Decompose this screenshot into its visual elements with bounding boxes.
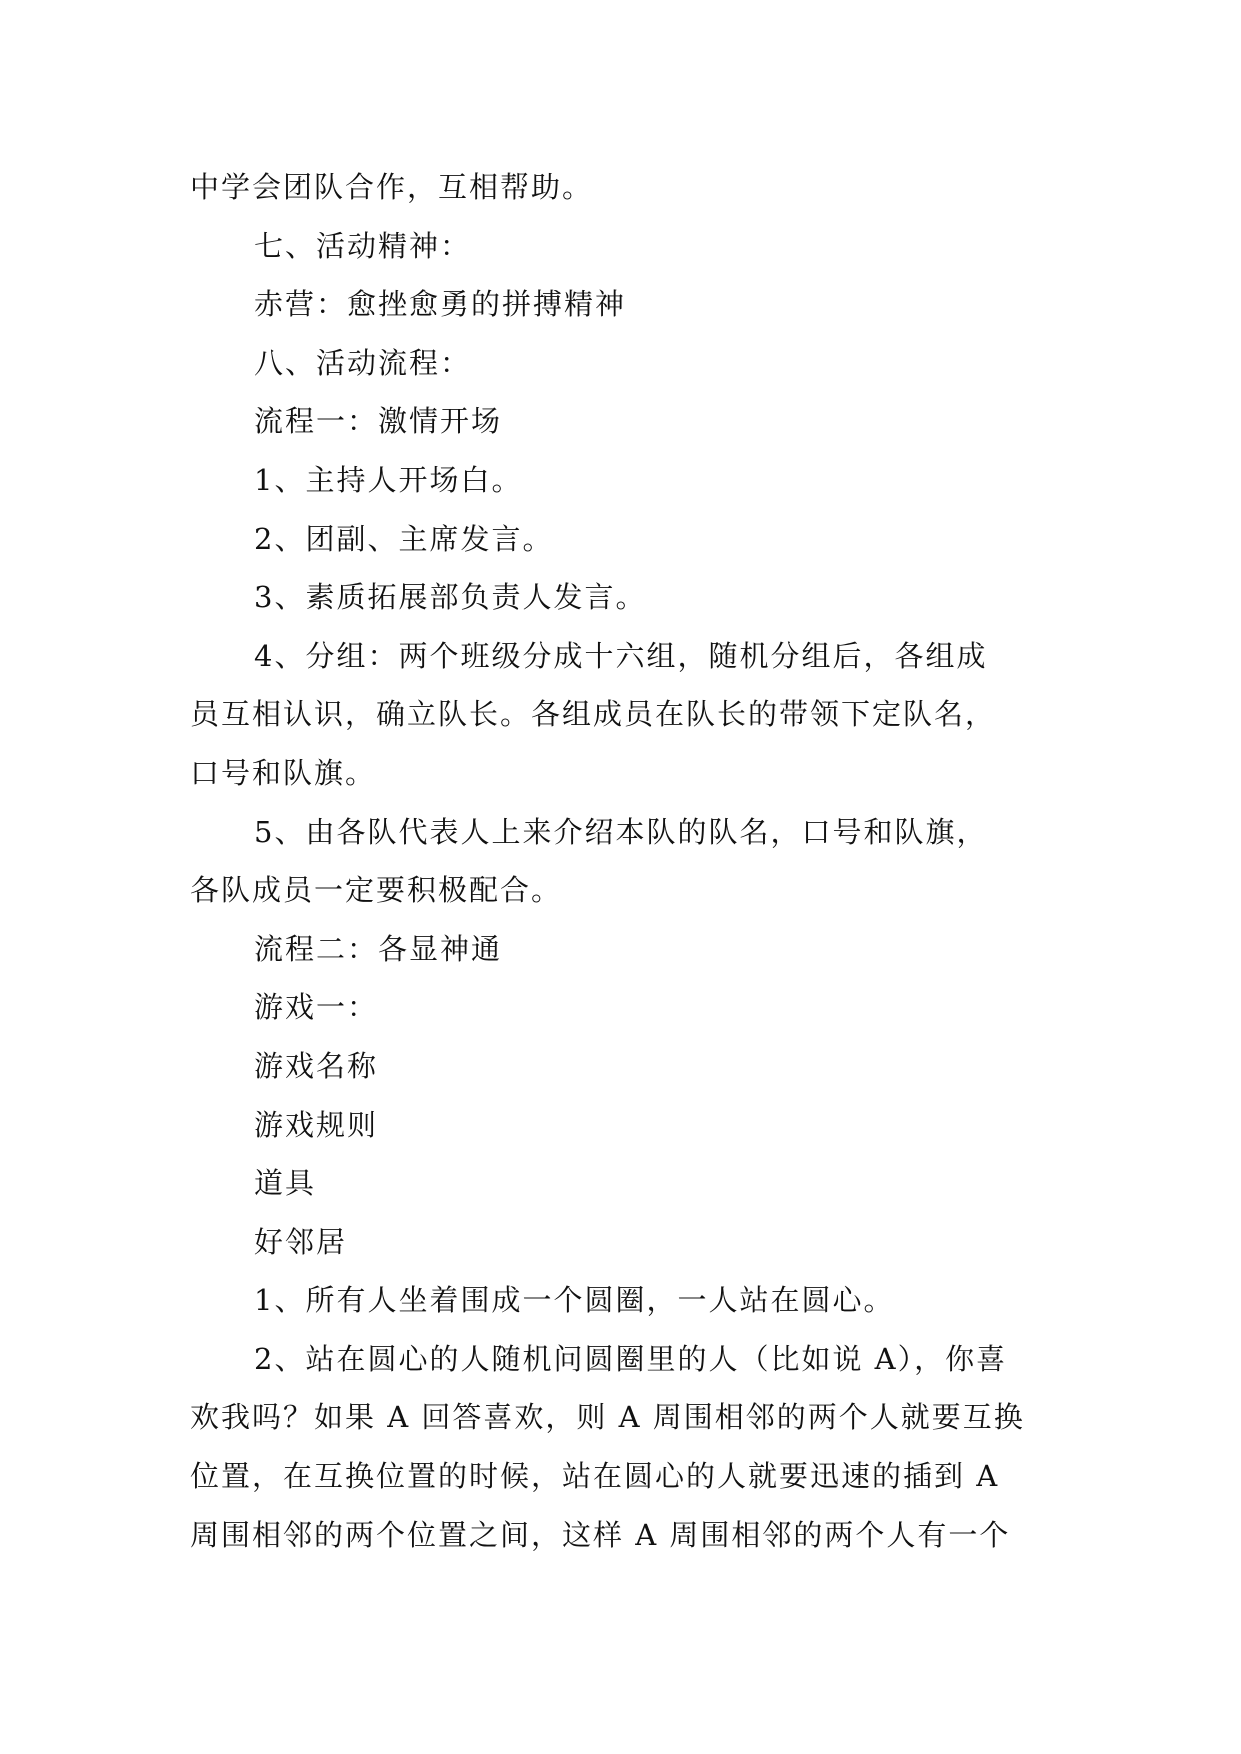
body-line: 游戏一： xyxy=(254,990,379,1025)
body-line: 中学会团队合作，互相帮助。 xyxy=(190,170,594,204)
body-line: 员互相认识，确立队长。各组成员在队长的带领下定队名， xyxy=(190,697,997,732)
body-line: 欢我吗？如果 A 回答喜欢，则 A 周围相邻的两个人就要互换 xyxy=(190,1400,1025,1435)
list-item: 1、主持人开场白。 xyxy=(254,462,523,497)
list-item: 4、分组：两个班级分成十六组，随机分组后，各组成 xyxy=(254,638,988,673)
body-line: 游戏名称 xyxy=(254,1048,379,1083)
list-item: 3、素质拓展部负责人发言。 xyxy=(254,580,647,615)
subsection-heading: 流程一：激情开场 xyxy=(254,404,503,439)
list-item: 1、所有人坐着围成一个圆圈，一人站在圆心。 xyxy=(254,1283,895,1318)
body-line: 好邻居 xyxy=(254,1224,348,1259)
section-heading-activity-spirit: 七、活动精神： xyxy=(254,228,472,263)
body-line: 游戏规则 xyxy=(254,1107,379,1142)
body-line: 位置，在互换位置的时候，站在圆心的人就要迅速的插到 A xyxy=(190,1459,1000,1494)
body-line: 各队成员一定要积极配合。 xyxy=(190,873,563,908)
body-line: 周围相邻的两个位置之间，这样 A 周围相邻的两个人有一个 xyxy=(190,1517,1011,1552)
body-line: 赤营：愈挫愈勇的拼搏精神 xyxy=(254,287,627,322)
list-item: 2、站在圆心的人随机问圆圈里的人（比如说 A），你喜 xyxy=(254,1341,1008,1376)
section-heading-activity-process: 八、活动流程： xyxy=(254,345,472,380)
body-line: 道具 xyxy=(254,1166,317,1201)
body-line: 口号和队旗。 xyxy=(190,755,377,790)
list-item: 5、由各队代表人上来介绍本队的队名，口号和队旗， xyxy=(254,814,988,849)
subsection-heading: 流程二：各显神通 xyxy=(254,931,503,966)
document-body xyxy=(190,158,1060,1564)
list-item: 2、团副、主席发言。 xyxy=(254,521,554,556)
